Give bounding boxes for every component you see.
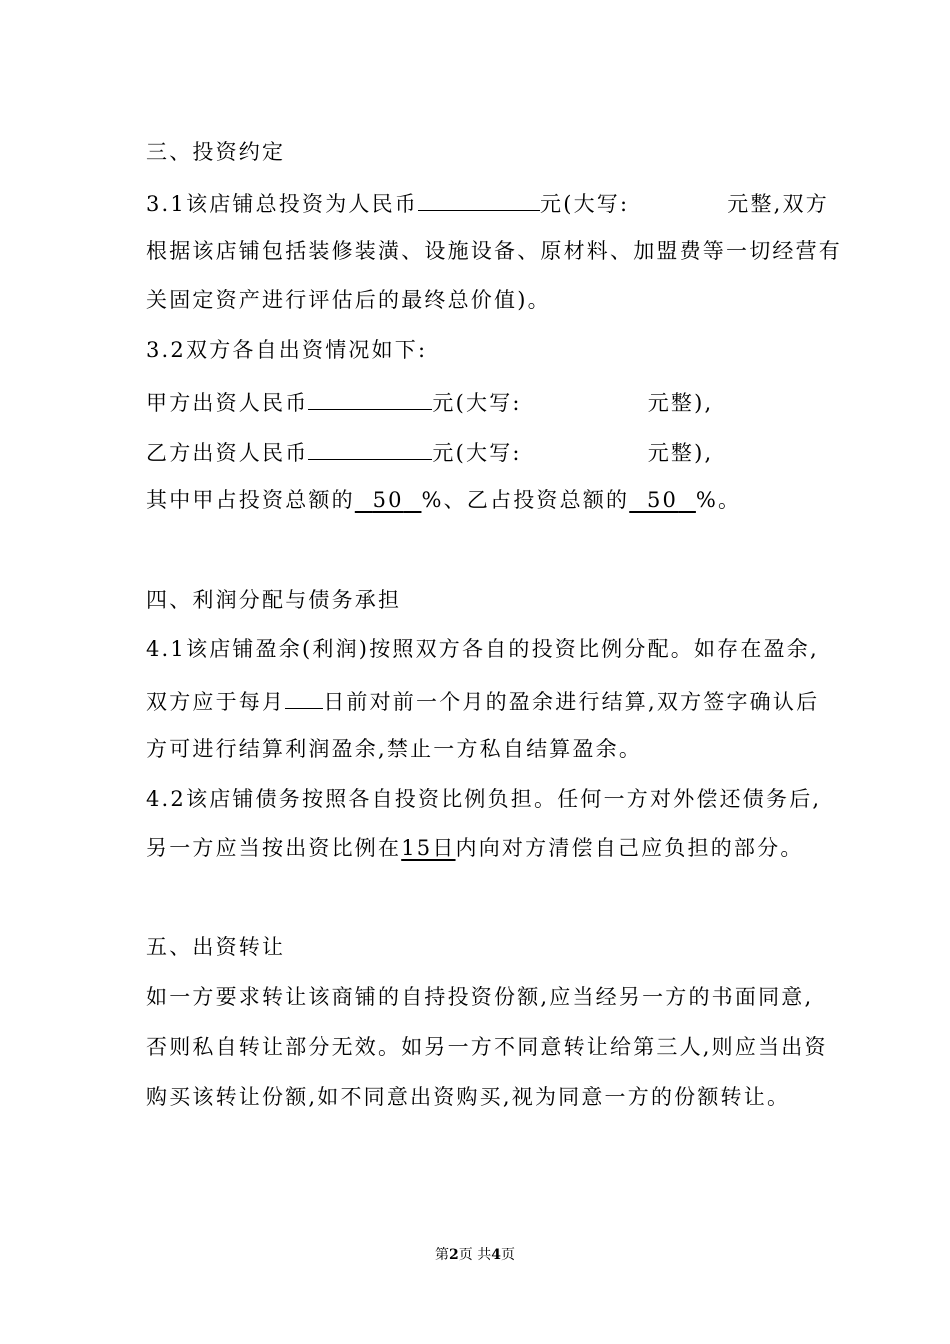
section-5-line-3: 购买该转让份额,如不同意出资购买,视为同意一方的份额转让。 <box>146 1085 791 1109</box>
clause-3-2: 3.2双方各自出资情况如下: <box>146 338 428 362</box>
clause-4-2-line-2: 另一方应当按出资比例在15日内向对方清偿自己应负担的部分。 <box>146 836 804 860</box>
clause-4-1-line-2: 双方应于每月 日前对前一个月的盈余进行结算,双方签字确认后 <box>146 684 810 717</box>
settlement-day-blank <box>285 684 323 709</box>
clause-4-1-line-1: 4.1该店铺盈余(利润)按照双方各自的投资比例分配。如存在盈余, <box>146 637 819 661</box>
repayment-days: 15日 <box>401 836 456 860</box>
party-a-ratio: 50 <box>372 488 404 512</box>
clause-3-1-line-1: 3.1该店铺总投资为人民币 元(大写: 元整,双方 <box>146 186 810 219</box>
clause-3-1-line-2: 根据该店铺包括装修装潢、设施设备、原材料、加盟费等一切经营有 <box>146 239 842 263</box>
party-b-contribution: 乙方出资人民币 元(大写: 元整), <box>146 435 810 468</box>
clause-4-2-line-1: 4.2该店铺债务按照各自投资比例负担。任何一方对外偿还债务后, <box>146 787 822 811</box>
party-b-ratio: 50 <box>647 488 679 512</box>
clause-4-1-line-3: 方可进行结算利润盈余,禁止一方私自结算盈余。 <box>146 737 643 761</box>
section-5-line-1: 如一方要求转让该商铺的自持投资份额,应当经另一方的书面同意, <box>146 985 814 1009</box>
investment-ratio: 其中甲占投资总额的 50 %、乙占投资总额的 50 %。 <box>146 488 742 512</box>
party-a-amount-blank <box>308 385 432 410</box>
party-b-amount-blank <box>308 435 432 460</box>
section-4-heading: 四、利润分配与债务承担 <box>146 588 402 612</box>
party-a-contribution: 甲方出资人民币 元(大写: 元整), <box>146 385 810 418</box>
section-5-line-2: 否则私自转让部分无效。如另一方不同意转让给第三人,则应当出资 <box>146 1035 828 1059</box>
page-footer: 第2页 共4页 <box>435 1247 515 1263</box>
total-page-count: 4 <box>491 1247 501 1263</box>
total-investment-blank <box>418 186 540 211</box>
section-3-heading: 三、投资约定 <box>146 140 286 164</box>
section-5-heading: 五、出资转让 <box>146 935 286 959</box>
current-page-number: 2 <box>449 1247 459 1263</box>
clause-3-1-line-3: 关固定资产进行评估后的最终总价值)。 <box>146 288 551 312</box>
